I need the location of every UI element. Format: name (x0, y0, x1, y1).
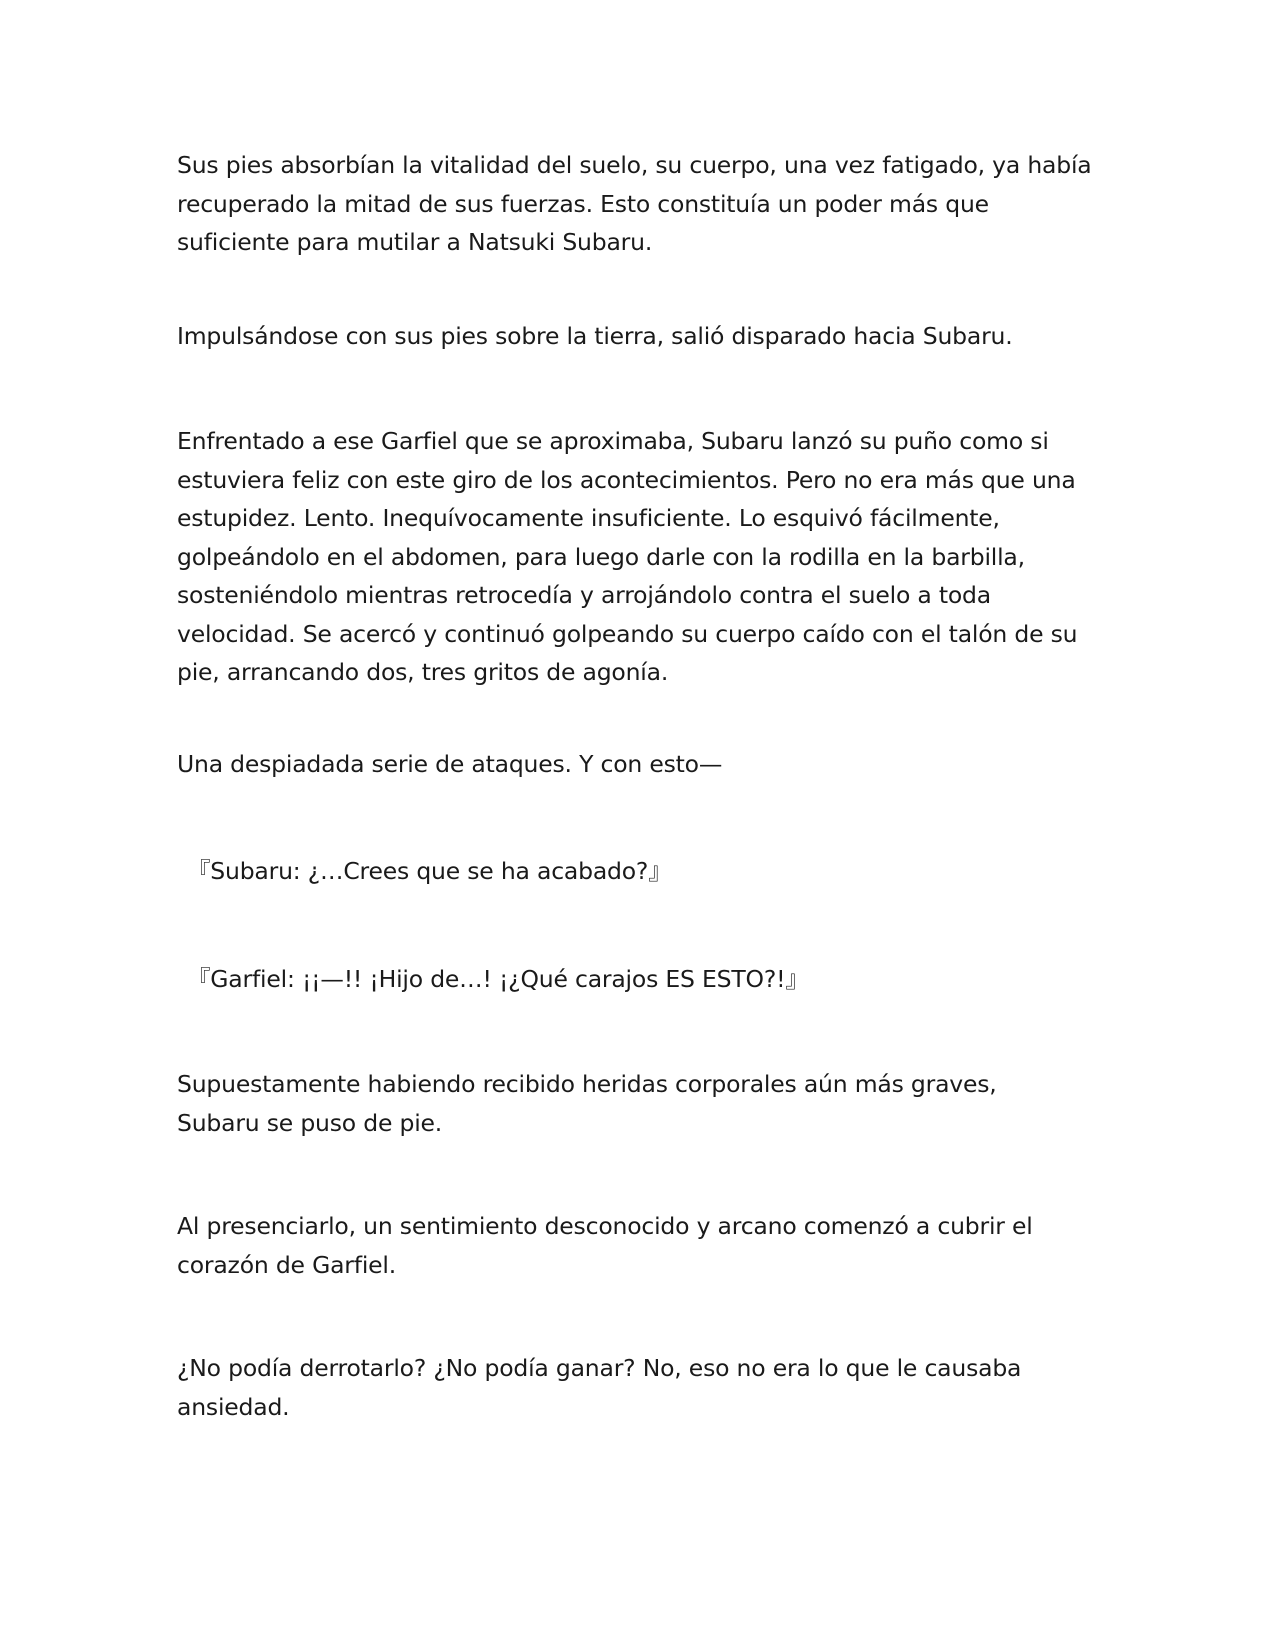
paragraph-1: Sus pies absorbían la vitalidad del suelo, su cuerpo, una vez fatigado, ya había recuperado la mitad de sus fuerzas. Esto constituía un poder más que suficiente para mutilar a Natsuki Subaru. (177, 151, 1092, 256)
dialogue-garfiel: 『Garfiel: ¡¡—!! ¡Hijo de…! ¡¿Qué carajos ES ESTO?!』 (187, 965, 809, 993)
dialogue-subaru: 『Subaru: ¿…Crees que se ha acabado?』 (187, 857, 672, 885)
paragraph-3: Enfrentado a ese Garfiel que se aproximaba, Subaru lanzó su puño como si estuviera feliz con este giro de los acontecimientos. Pero no era más que una estupidez. Lento. Inequívocamente insuficiente. Lo esquivó fácilmente, golpeándolo en el abdomen, para luego darle con la rodilla en la barbilla, sosteniéndolo mientras retrocedía y arrojándolo contra el suelo a toda velocidad. Se acercó y continuó golpeando su cuerpo caído con el talón de su pie, arrancando dos, tres gritos de agonía. (177, 427, 1078, 686)
paragraph-2: Impulsándose con sus pies sobre la tierra, salió disparado hacia Subaru. (177, 322, 1013, 350)
paragraph-4: Una despiadada serie de ataques. Y con esto— (177, 750, 723, 778)
paragraph-7: Supuestamente habiendo recibido heridas corporales aún más graves, Subaru se puso de pie. (177, 1070, 997, 1137)
paragraph-8: Al presenciarlo, un sentimiento desconocido y arcano comenzó a cubrir el corazón de Garfiel. (177, 1212, 1033, 1279)
paragraph-9: ¿No podía derrotarlo? ¿No podía ganar? No, eso no era lo que le causaba ansiedad. (177, 1354, 1022, 1421)
